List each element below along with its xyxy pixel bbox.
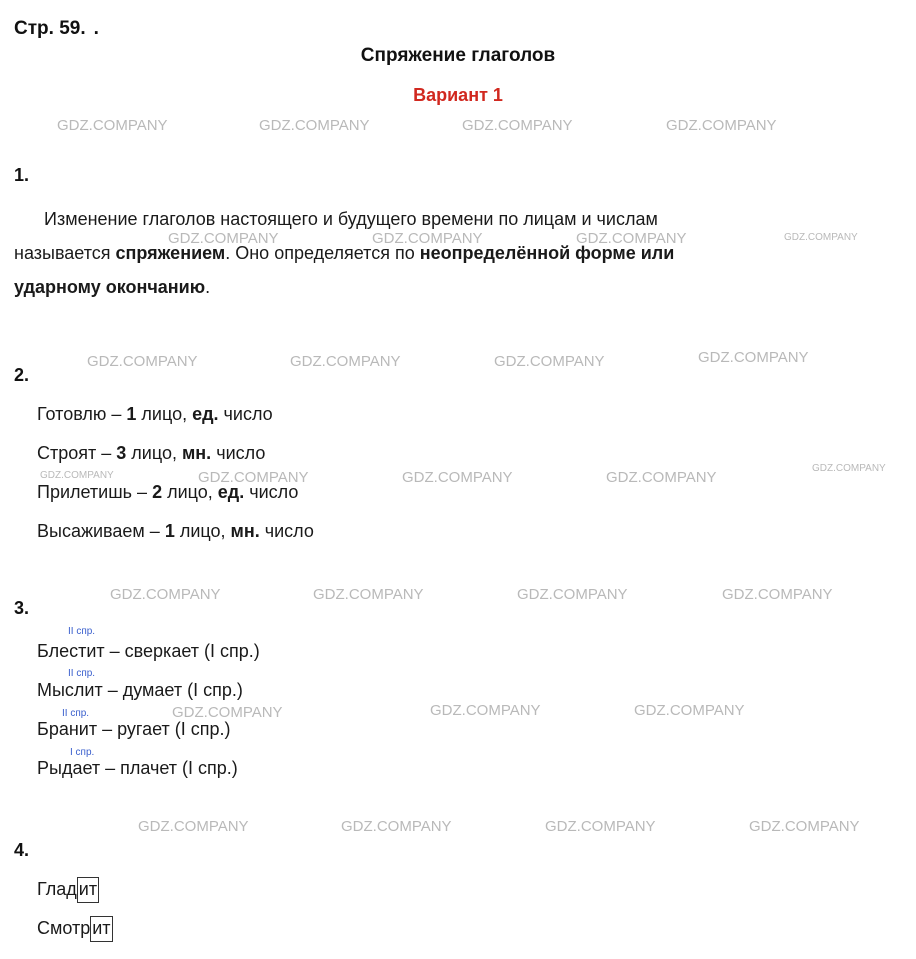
- watermark-text: GDZ.COMPANY: [198, 469, 309, 486]
- task-3-item-2: Мыслит – думает (I спр.): [37, 680, 243, 700]
- watermark-text: GDZ.COMPANY: [313, 586, 424, 603]
- page-number-label: [14, 18, 99, 40]
- task-2-item-1: [37, 404, 273, 425]
- watermark-text: GDZ.COMPANY: [40, 470, 114, 481]
- watermark-text: GDZ.COMPANY: [402, 469, 513, 486]
- watermark-text: GDZ.COMPANY: [722, 586, 833, 603]
- task-3-mark-4: I спр.: [70, 747, 95, 758]
- task-1-body: [14, 202, 904, 304]
- task-4-item-2-prefix: Смотр: [37, 918, 91, 938]
- page-title: Спряжение глаголов: [360, 45, 556, 66]
- watermark-text: GDZ.COMPANY: [168, 230, 279, 247]
- task-1-line-2-part-c: . Оно определяется по: [225, 243, 420, 263]
- watermark-text: GDZ.COMPANY: [430, 702, 541, 719]
- watermark-text: GDZ.COMPANY: [634, 702, 745, 719]
- task-2-item-1-person: 1: [126, 404, 137, 424]
- task-3-item-1: Блестит – сверкает (I спр.): [37, 641, 260, 661]
- task-2-item-3-number: ед.: [217, 482, 245, 502]
- task-2-item-4-person: 1: [164, 521, 175, 541]
- task-2-item-1-tail: число: [218, 404, 273, 424]
- task-3-mark-1: II спр.: [68, 626, 96, 637]
- watermark-text: GDZ.COMPANY: [698, 349, 809, 366]
- task-2-item-4-tail: число: [259, 521, 314, 541]
- task-2-item-2-number: мн.: [181, 443, 212, 463]
- watermark-text: GDZ.COMPANY: [57, 117, 168, 134]
- watermark-text: GDZ.COMPANY: [87, 353, 198, 370]
- task-2-item-3-mid: лицо,: [162, 482, 218, 502]
- watermark-text: GDZ.COMPANY: [290, 353, 401, 370]
- task-number-1: 1.: [14, 165, 30, 185]
- watermark-text: GDZ.COMPANY: [110, 586, 221, 603]
- task-1-line-2-bold-2: неопределённой форме или: [419, 243, 675, 263]
- task-3-mark-3: II спр.: [62, 708, 90, 719]
- task-2-item-2-mid: лицо,: [126, 443, 182, 463]
- watermark-text: GDZ.COMPANY: [812, 463, 886, 474]
- watermark-text: GDZ.COMPANY: [138, 818, 249, 835]
- task-4-item-2-ending-box: ит: [90, 916, 112, 942]
- task-3-item-3: Бранит – ругает (I спр.): [37, 719, 231, 739]
- task-2-item-1-word: Готовлю –: [37, 404, 127, 424]
- watermark-text: GDZ.COMPANY: [341, 818, 452, 835]
- page-number-text: Стр. 59.: [14, 18, 86, 39]
- task-1-line-2: [14, 236, 904, 270]
- task-2-item-3: [37, 482, 298, 503]
- watermark-text: GDZ.COMPANY: [545, 818, 656, 835]
- watermark-text: GDZ.COMPANY: [372, 230, 483, 247]
- task-4-item-2: [37, 918, 113, 939]
- watermark-text: GDZ.COMPANY: [784, 232, 858, 243]
- task-1-line-1: Изменение глаголов настоящего и будущего времени по лицам и числам: [44, 209, 658, 229]
- watermark-text: GDZ.COMPANY: [749, 818, 860, 835]
- task-2-item-3-person: 2: [152, 482, 163, 502]
- watermark-text: GDZ.COMPANY: [462, 117, 573, 134]
- watermark-text: GDZ.COMPANY: [259, 117, 370, 134]
- watermark-text: GDZ.COMPANY: [517, 586, 628, 603]
- watermark-text: GDZ.COMPANY: [172, 704, 283, 721]
- task-2-item-3-tail: число: [244, 482, 299, 502]
- watermark-text: GDZ.COMPANY: [576, 230, 687, 247]
- task-number-2: 2.: [14, 365, 30, 385]
- task-1-line-2-bold-1: спряжением: [115, 243, 226, 263]
- task-number-3: 3.: [14, 598, 30, 618]
- task-4-item-1-prefix: Глад: [37, 879, 77, 899]
- variant-label: Вариант 1: [413, 85, 503, 105]
- task-2-item-4-word: Высаживаем –: [37, 521, 165, 541]
- watermark-text: GDZ.COMPANY: [666, 117, 777, 134]
- task-4-item-1-ending-box: ит: [77, 877, 99, 903]
- task-1-line-2-part-a: называется: [14, 243, 116, 263]
- task-2-item-4-mid: лицо,: [174, 521, 231, 541]
- task-1-line-3-tail: .: [205, 277, 211, 297]
- task-1-line-3-bold: ударному окончанию: [14, 277, 206, 297]
- task-2-item-1-number: ед.: [192, 404, 219, 424]
- task-3-mark-2: II спр.: [68, 668, 96, 679]
- page-number-dot: .: [93, 18, 99, 39]
- task-2-item-2-person: 3: [116, 443, 127, 463]
- task-2-item-1-mid: лицо,: [136, 404, 193, 424]
- task-2-item-2-tail: число: [211, 443, 266, 463]
- task-1-line-3: [14, 270, 904, 304]
- task-2-item-4: [37, 521, 314, 542]
- task-number-4: 4.: [14, 840, 30, 860]
- task-2-item-2: [37, 443, 265, 464]
- task-2-item-4-number: мн.: [230, 521, 260, 541]
- task-2-item-3-word: Прилетишь –: [37, 482, 153, 502]
- task-2-item-2-word: Строят –: [37, 443, 117, 463]
- watermark-text: GDZ.COMPANY: [494, 353, 605, 370]
- task-3-item-4: Рыдает – плачет (I спр.): [37, 758, 238, 778]
- watermark-text: GDZ.COMPANY: [606, 469, 717, 486]
- task-4-item-1: [37, 879, 99, 900]
